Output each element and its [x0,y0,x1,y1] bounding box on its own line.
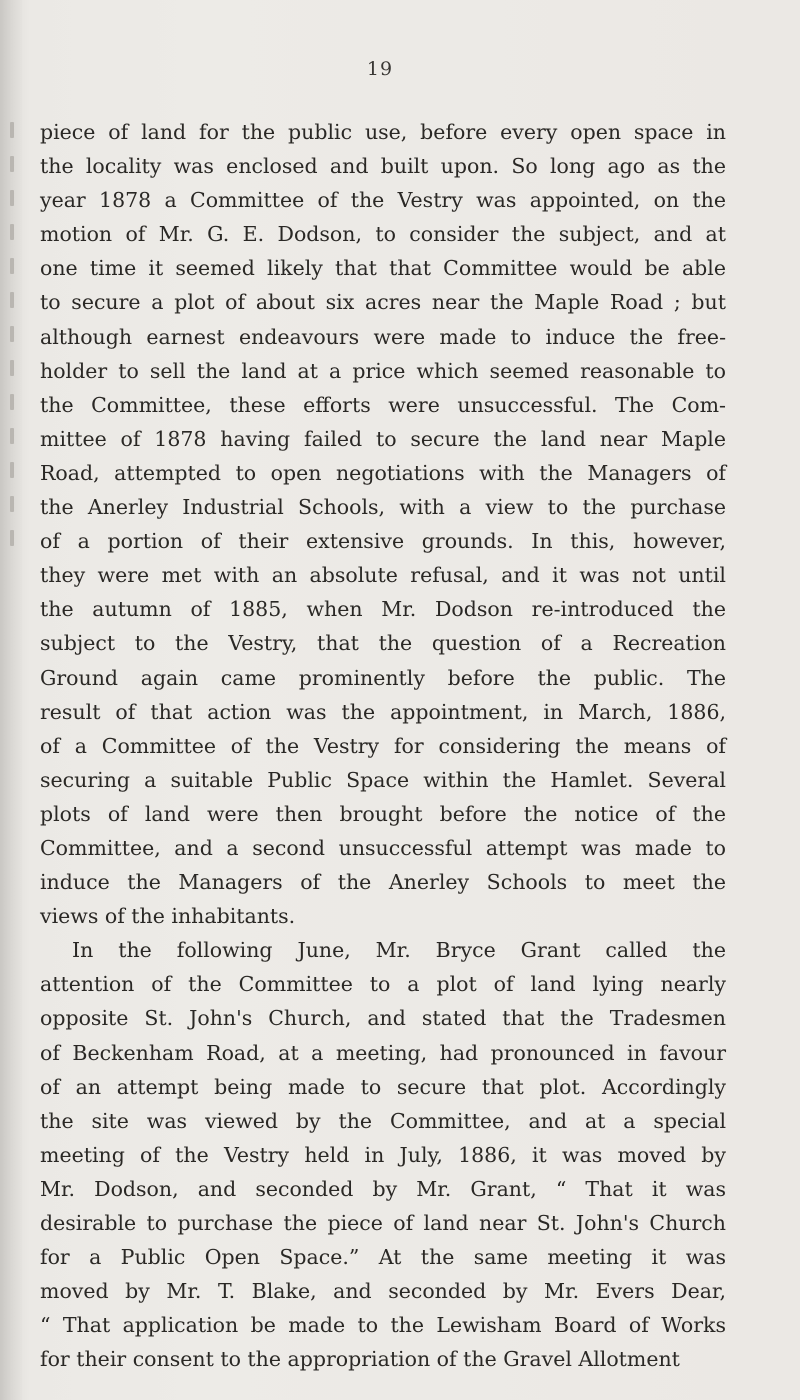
text-line: meeting of the Vestry held in July, 1886, it was moved by [40,1142,726,1167]
text-line: piece of land for the public use, before every open space in [40,120,726,144]
text-line: although earnest endeavours were made to induce the free- [40,324,726,349]
text-line: of a portion of their extensive grounds. In this, however, [40,529,726,554]
text-line: of an attempt being made to secure that plot. Accordingly [40,1074,726,1099]
gutter-mark [10,530,14,546]
text-line: the Committee, these efforts were unsuccessful. The Com- [40,392,726,417]
text-line: Road, attempted to open negotiations with the Managers of [40,460,726,485]
text-line: one time it seemed likely that that Committee would be able [40,256,726,281]
text-line: for a Public Open Space.” At the same meeting it was [40,1245,726,1270]
gutter-mark [10,122,14,138]
text-line: opposite St. John's Church, and stated that the Tradesmen [40,1006,726,1031]
text-line: holder to sell the land at a price which seemed reasonable to [40,358,726,383]
text-line: the autumn of 1885, when Mr. Dodson re-introduced the [40,597,726,622]
gutter-mark [10,360,14,376]
gutter-mark [10,224,14,240]
text-line: desirable to purchase the piece of land near St. John's Church [40,1211,726,1235]
gutter-mark [10,326,14,342]
text-line: Ground again came prominently before the public. The [40,665,726,690]
text-line: of Beckenham Road, at a meeting, had pronounced in favour [40,1040,726,1065]
text-line: attention of the Committee to a plot of land lying nearly [40,972,726,997]
text-line: “ That application be made to the Lewisham Board of Works [40,1313,726,1338]
text-line: moved by Mr. T. Blake, and seconded by Mr. Evers Dear, [40,1279,726,1304]
text-line: plots of land were then brought before the notice of the [40,801,726,826]
text-line: to secure a plot of about six acres near the Maple Road ; but [40,290,726,315]
text-line: views of the inhabitants. [40,904,296,929]
gutter-mark [10,292,14,308]
gutter-mark [10,394,14,410]
gutter-mark [10,428,14,444]
gutter-mark [10,496,14,512]
text-line: subject to the Vestry, that the question of a Recreation [40,631,726,656]
page-number: 19 [366,58,394,80]
text-line: of a Committee of the Vestry for considering the means of [40,733,726,758]
text-line: the locality was enclosed and built upon. So long ago as the [40,154,726,179]
body-text [40,115,726,1376]
text-line: year 1878 a Committee of the Vestry was appointed, on the [40,188,726,213]
text-line: In the following June, Mr. Bryce Grant called the [72,938,726,963]
text-line: they were met with an absolute refusal, and it was not until [40,563,726,588]
text-line: the Anerley Industrial Schools, with a view to the purchase [40,495,726,520]
gutter-mark [10,258,14,274]
text-line: Mr. Dodson, and seconded by Mr. Grant, “ That it was [40,1176,726,1201]
text-line: the site was viewed by the Committee, and at a special [40,1108,726,1133]
text-line: for their consent to the appropriation of the Gravel Allotment [40,1347,680,1372]
binding-gutter [0,0,22,1400]
text-line: Committee, and a second unsuccessful attempt was made to [40,835,726,860]
gutter-mark [10,190,14,206]
text-line: mittee of 1878 having failed to secure the land near Maple [40,426,726,451]
text-line: induce the Managers of the Anerley Schools to meet the [40,870,726,895]
gutter-mark [10,156,14,172]
text-line: motion of Mr. G. E. Dodson, to consider the subject, and at [40,222,726,247]
text-line: securing a suitable Public Space within the Hamlet. Several [40,767,726,792]
gutter-mark [10,462,14,478]
text-line: result of that action was the appointment, in March, 1886, [40,699,726,724]
